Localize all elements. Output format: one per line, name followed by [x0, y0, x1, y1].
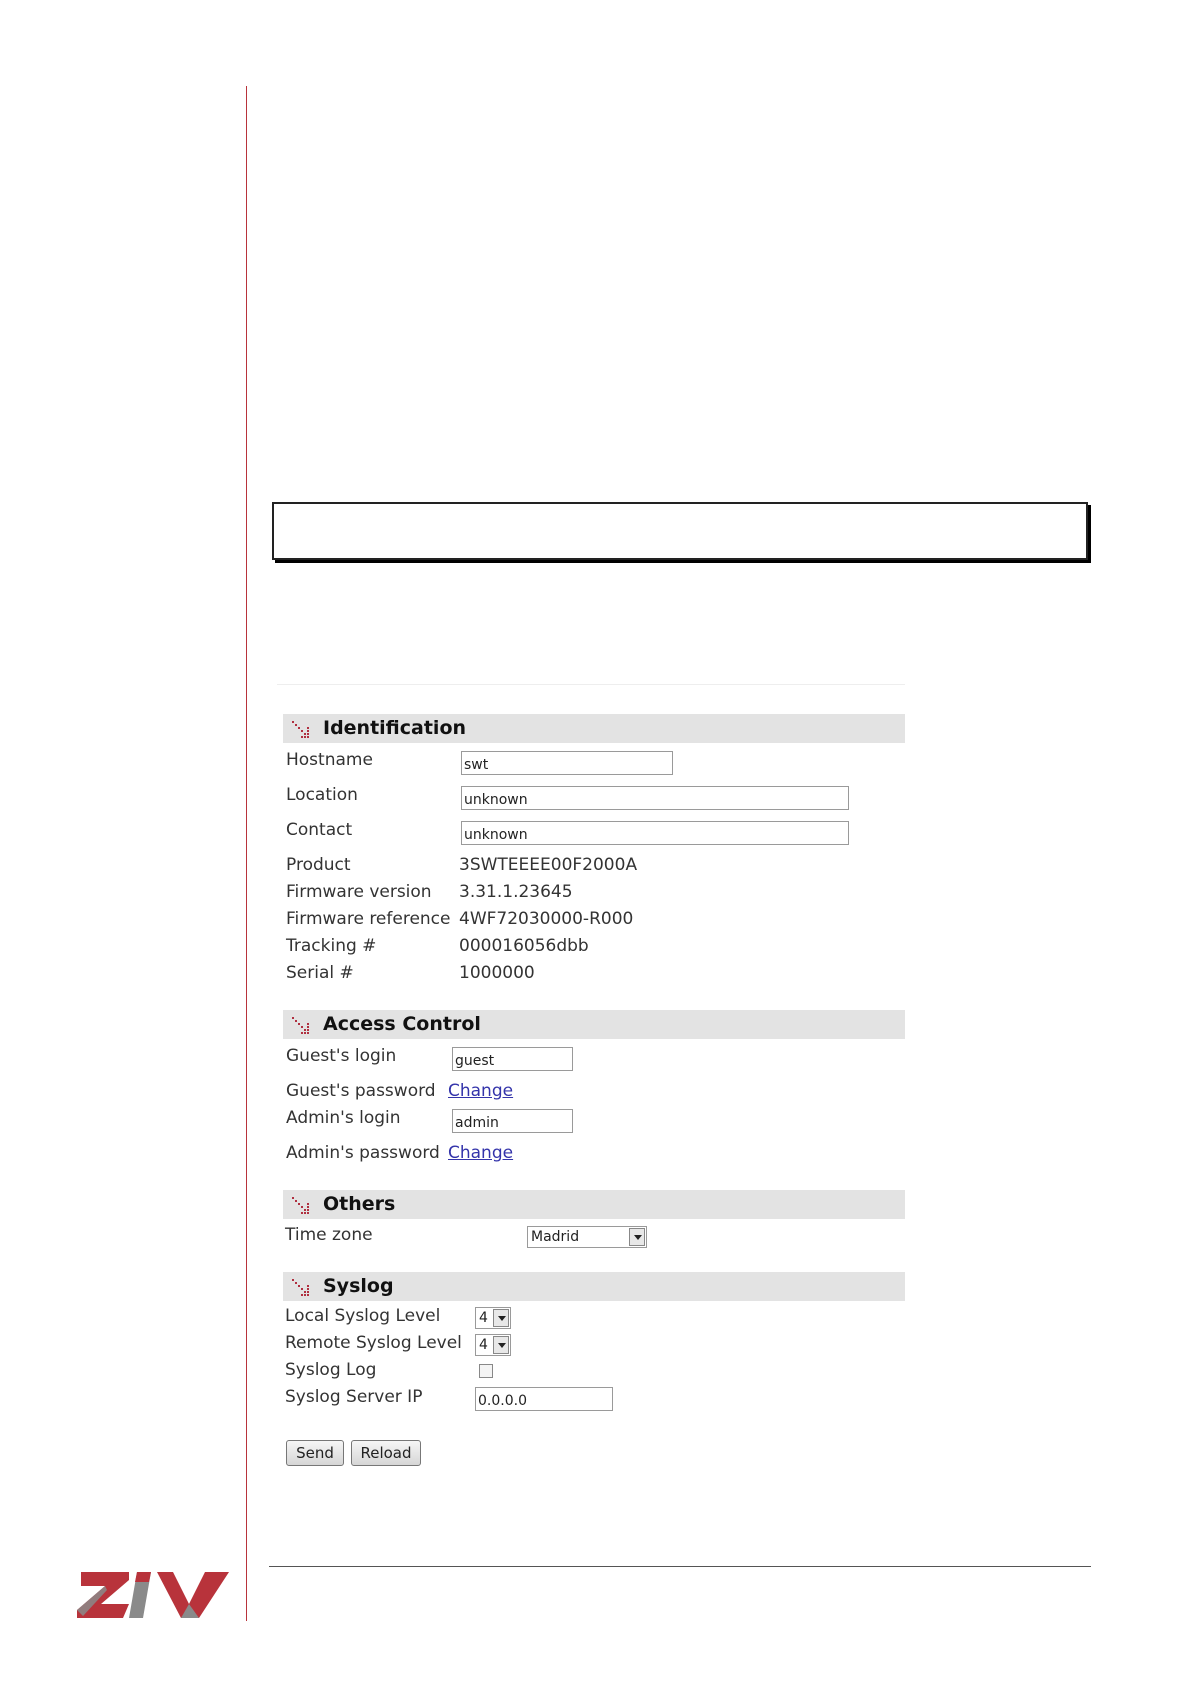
time-zone-select[interactable] [527, 1226, 647, 1248]
guest-password-change-link[interactable]: Change [448, 1081, 514, 1101]
time-zone-label: Time zone [285, 1225, 373, 1245]
admin-login-input[interactable] [452, 1109, 573, 1133]
guest-password-label: Guest's password [286, 1081, 436, 1101]
admin-password-label: Admin's password [286, 1143, 440, 1163]
product-label: Product [286, 855, 351, 875]
syslog-log-checkbox[interactable] [479, 1364, 493, 1378]
firmware-reference-value: 4WF72030000-R000 [459, 909, 634, 929]
syslog-header [283, 1272, 905, 1301]
hostname-input[interactable] [461, 751, 673, 775]
others-header [283, 1190, 905, 1219]
remote-syslog-level-select[interactable] [475, 1334, 511, 1356]
contact-label: Contact [286, 820, 353, 840]
local-syslog-level-value: 4 [479, 1310, 488, 1326]
tracking-label: Tracking # [286, 936, 377, 956]
send-button[interactable]: Send [286, 1440, 344, 1466]
time-zone-value: Madrid [531, 1229, 580, 1245]
stairs-icon [291, 1195, 311, 1215]
section-title: Access Control [323, 1013, 481, 1035]
tracking-value: 000016056dbb [459, 936, 589, 956]
chevron-down-icon[interactable] [629, 1228, 645, 1246]
local-syslog-level-label: Local Syslog Level [285, 1306, 441, 1326]
chevron-down-icon[interactable] [493, 1336, 509, 1354]
ziv-logo [77, 1570, 229, 1620]
footer-rule [269, 1566, 1091, 1567]
stairs-icon [291, 1015, 311, 1035]
guest-login-label: Guest's login [286, 1046, 397, 1066]
syslog-server-ip-input[interactable] [475, 1387, 613, 1411]
product-value: 3SWTEEEE00F2000A [459, 855, 638, 875]
admin-login-label: Admin's login [286, 1108, 401, 1128]
stairs-icon [291, 719, 311, 739]
reload-button[interactable]: Reload [351, 1440, 421, 1466]
remote-syslog-level-value: 4 [479, 1337, 488, 1353]
margin-rule [246, 86, 247, 1621]
location-label: Location [286, 785, 358, 805]
location-input[interactable] [461, 786, 849, 810]
local-syslog-level-select[interactable] [475, 1307, 511, 1329]
syslog-server-ip-label: Syslog Server IP [285, 1387, 423, 1407]
serial-label: Serial # [286, 963, 354, 983]
guest-login-input[interactable] [452, 1047, 573, 1071]
contact-input[interactable] [461, 821, 849, 845]
section-title: Identification [323, 717, 467, 739]
panel-divider [277, 684, 905, 685]
firmware-reference-label: Firmware reference [286, 909, 451, 929]
remote-syslog-level-label: Remote Syslog Level [285, 1333, 462, 1353]
access-control-header [283, 1010, 905, 1039]
stairs-icon [291, 1277, 311, 1297]
admin-password-change-link[interactable]: Change [448, 1143, 514, 1163]
serial-value: 1000000 [459, 963, 535, 983]
firmware-version-value: 3.31.1.23645 [459, 882, 573, 902]
note-box [272, 502, 1088, 560]
chevron-down-icon[interactable] [493, 1309, 509, 1327]
identification-header [283, 714, 905, 743]
firmware-version-label: Firmware version [286, 882, 432, 902]
section-title: Others [323, 1193, 396, 1215]
hostname-label: Hostname [286, 750, 373, 770]
section-title: Syslog [323, 1275, 394, 1297]
config-panel [277, 684, 905, 1462]
syslog-log-label: Syslog Log [285, 1360, 377, 1380]
